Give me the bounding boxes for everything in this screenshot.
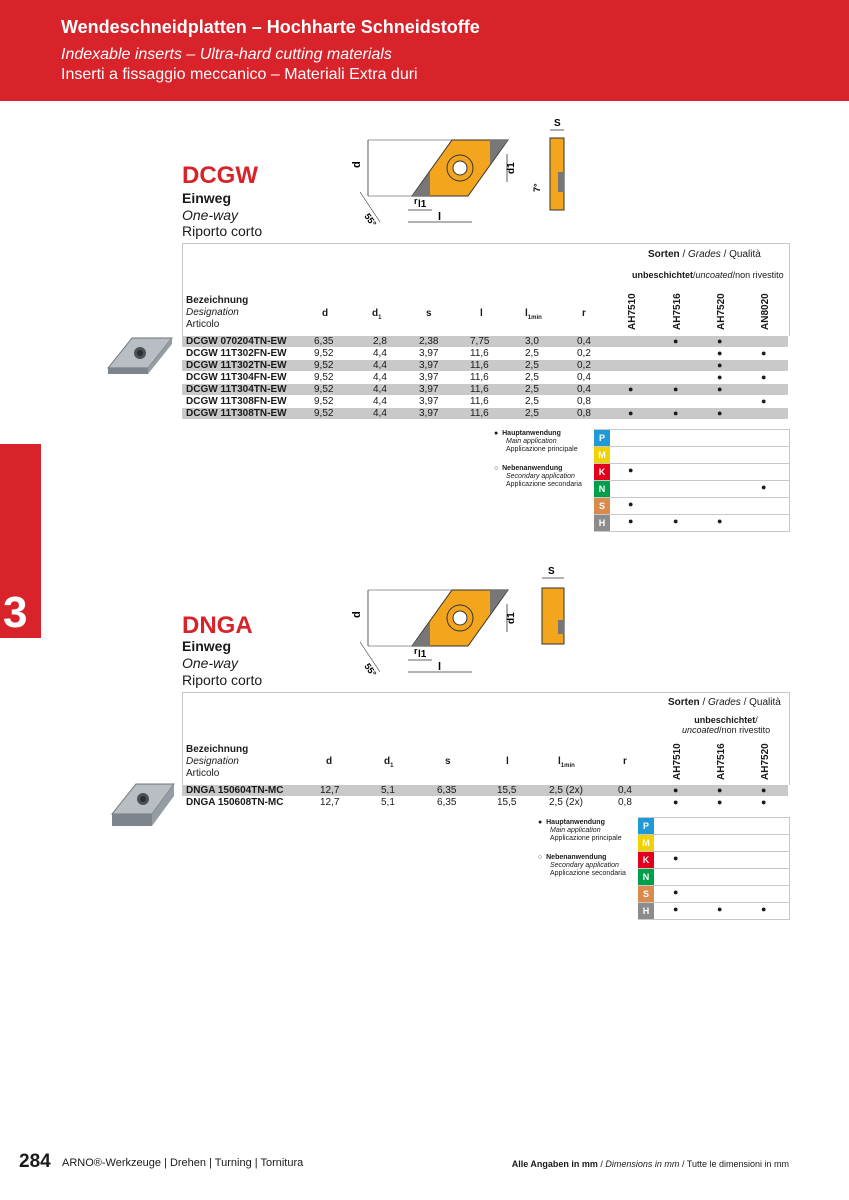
iso-grade-mark: ●: [761, 482, 767, 492]
dnga-col-r: r: [623, 756, 627, 767]
dcgw-technical-drawing: [350, 112, 590, 232]
dnga-col-l: l: [506, 756, 509, 767]
cell-s: 3,97: [419, 384, 439, 395]
iso-letter: S: [594, 498, 610, 514]
cell-s: 2,38: [419, 336, 439, 347]
drawing-l1-label: l1: [418, 199, 427, 210]
iso-grade-mark: ●: [628, 499, 634, 509]
iso-row-s: [638, 886, 789, 903]
drawing-d-label: d: [351, 161, 363, 168]
drawing-clearance-label: 7°: [532, 183, 542, 192]
grade-mark: ●: [673, 384, 679, 394]
dnga-grade-3: AH7520: [760, 743, 771, 780]
drawing-d1-label: d1: [506, 612, 517, 624]
iso-row-h: [594, 515, 789, 532]
grade-mark: ●: [717, 360, 723, 370]
cell-r: 0,2: [577, 348, 591, 359]
table-row: [182, 785, 788, 796]
cell-s: 3,97: [419, 396, 439, 407]
cell-d: 9,52: [314, 408, 334, 419]
legend-main: ● Hauptanwendung: [494, 430, 561, 437]
iso-row-k: [594, 464, 789, 481]
dcgw-title: DCGW: [182, 162, 258, 189]
dnga-uncoated-header: unbeschichtet/ uncoated/non rivestito: [682, 715, 771, 735]
cell-l: 11,6: [470, 360, 489, 371]
chapter-tab[interactable]: [0, 444, 41, 638]
table-row: [182, 384, 788, 395]
cell-designation: DCGW 11T302TN-EW: [186, 360, 287, 371]
table-row: [182, 360, 788, 371]
dcgw-sub-de: Einweg: [182, 190, 232, 206]
grade-mark: ●: [717, 785, 723, 795]
drawing-l-label: l: [438, 661, 442, 673]
cell-r: 0,4: [618, 785, 632, 796]
cell-designation: DNGA 150608TN-MC: [186, 797, 284, 808]
iso-row-n: [594, 481, 789, 498]
cell-d1: 4,4: [373, 360, 387, 371]
dcgw-grade-1: AH7510: [627, 293, 638, 330]
cell-d: 12,7: [320, 785, 340, 796]
cell-designation: DCGW 11T308FN-EW: [186, 396, 287, 407]
cell-l1: 2,5 (2x): [549, 797, 583, 808]
cell-d1: 4,4: [373, 384, 387, 395]
grade-mark: ●: [673, 785, 679, 795]
iso-letter: N: [638, 869, 654, 885]
table-row: [182, 408, 788, 419]
cell-l1: 2,5: [525, 408, 539, 419]
cell-d: 9,52: [314, 360, 334, 371]
cell-l: 11,6: [470, 396, 489, 407]
iso-row-m: [638, 835, 789, 852]
iso-row-n: [638, 869, 789, 886]
cell-l1: 3,0: [525, 336, 539, 347]
iso-letter: H: [638, 903, 654, 919]
dcgw-legend: ● Hauptanwendung Main application Applicazione principale ○ Nebenanwendung Secondary application Applicazione secondaria: [494, 430, 582, 488]
iso-grade-mark: ●: [628, 465, 634, 475]
grade-mark: ●: [717, 384, 723, 394]
grade-mark: ●: [628, 384, 634, 394]
iso-letter: P: [638, 818, 654, 834]
grade-mark: ●: [761, 348, 767, 358]
cell-designation: DCGW 11T304FN-EW: [186, 372, 287, 383]
cell-r: 0,4: [577, 372, 591, 383]
iso-letter: N: [594, 481, 610, 497]
cell-l1: 2,5 (2x): [549, 785, 583, 796]
table-row: [182, 336, 788, 347]
drawing-angle-label: 55°: [362, 661, 379, 679]
iso-letter: P: [594, 430, 610, 446]
grade-mark: ●: [673, 408, 679, 418]
grade-mark: ●: [673, 336, 679, 346]
cell-l: 11,6: [470, 408, 489, 419]
iso-grade-mark: ●: [717, 904, 723, 914]
dnga-technical-drawing: [350, 562, 590, 682]
iso-row-s: [594, 498, 789, 515]
dnga-grade-1: AH7510: [672, 743, 683, 780]
grade-mark: ●: [761, 396, 767, 406]
footer-breadcrumb: ARNO®-Werkzeuge | Drehen | Turning | Tornitura: [62, 1157, 304, 1169]
grade-mark: ●: [717, 336, 723, 346]
iso-grade-mark: ●: [628, 516, 634, 526]
iso-letter: M: [638, 835, 654, 851]
grade-mark: ●: [717, 348, 723, 358]
table-row: [182, 797, 788, 808]
cell-d1: 4,4: [373, 372, 387, 383]
cell-d1: 4,4: [373, 348, 387, 359]
header-title-it: Inserti a fissaggio meccanico – Materiali Extra duri: [61, 66, 418, 83]
grade-mark: ●: [717, 408, 723, 418]
iso-grade-mark: ●: [673, 853, 679, 863]
cell-r: 0,4: [577, 384, 591, 395]
drawing-angle-label: 55°: [362, 211, 379, 229]
grade-mark: ●: [761, 372, 767, 382]
iso-grade-mark: ●: [761, 904, 767, 914]
cell-r: 0,4: [577, 336, 591, 347]
grade-mark: ●: [717, 372, 723, 382]
cell-d: 9,52: [314, 396, 334, 407]
iso-row-m: [594, 447, 789, 464]
cell-l: 15,5: [497, 785, 517, 796]
cell-r: 0,8: [577, 408, 591, 419]
cell-d: 9,52: [314, 348, 334, 359]
cell-l: 7,75: [470, 336, 490, 347]
iso-letter: H: [594, 515, 610, 531]
dnga-designation-header: Bezeichnung Designation Articolo: [186, 744, 249, 779]
table-row: [182, 372, 788, 383]
iso-letter: S: [638, 886, 654, 902]
drawing-d1-label: d1: [506, 162, 517, 174]
dcgw-grades-header: Sorten / Grades / Qualità: [648, 249, 761, 260]
grade-mark: ●: [761, 785, 767, 795]
iso-grade-mark: ●: [673, 904, 679, 914]
dnga-grade-2: AH7516: [716, 743, 727, 780]
cell-d: 9,52: [314, 372, 334, 383]
cell-r: 0,8: [618, 797, 632, 808]
cell-l1: 2,5: [525, 348, 539, 359]
page-header: [0, 0, 849, 101]
dcgw-sub-it: Riporto corto: [182, 223, 263, 239]
dnga-col-s: s: [445, 756, 451, 767]
cell-designation: DNGA 150604TN-MC: [186, 785, 284, 796]
cell-r: 0,8: [577, 396, 591, 407]
cell-l1: 2,5: [525, 360, 539, 371]
header-title-en: Indexable inserts – Ultra-hard cutting materials: [61, 46, 392, 63]
dnga-sub-it: Riporto corto: [182, 672, 263, 688]
drawing-s-label: S: [554, 118, 561, 129]
iso-letter: M: [594, 447, 610, 463]
cell-d: 9,52: [314, 384, 334, 395]
drawing-d-label: d: [351, 611, 363, 618]
cell-l1: 2,5: [525, 372, 539, 383]
cell-designation: DCGW 11T308TN-EW: [186, 408, 287, 419]
cell-d: 12,7: [320, 797, 340, 808]
cell-s: 6,35: [437, 785, 457, 796]
legend-secondary: ○ Nebenanwendung: [538, 854, 607, 861]
dnga-grades-header: Sorten / Grades / Qualità: [668, 697, 781, 708]
dnga-sub-de: Einweg: [182, 638, 232, 654]
dnga-legend: ● Hauptanwendung Main application Applicazione principale ○ Nebenanwendung Secondary application Applicazione secondaria: [538, 819, 626, 877]
dcgw-designation-header: Bezeichnung Designation Articolo: [186, 295, 249, 330]
dcgw-grade-2: AH7516: [672, 293, 683, 330]
cell-s: 3,97: [419, 372, 439, 383]
cell-d1: 5,1: [381, 797, 395, 808]
drawing-l-label: l: [438, 211, 442, 223]
iso-grade-mark: ●: [717, 516, 723, 526]
dnga-col-d: d: [326, 756, 333, 767]
page-number: 284: [19, 1151, 51, 1172]
iso-grade-mark: ●: [673, 516, 679, 526]
dcgw-uncoated-header: unbeschichtet/uncoated/non rivestito: [632, 270, 784, 280]
dcgw-sub-en: One-way: [182, 207, 239, 223]
iso-row-h: [638, 903, 789, 920]
cell-s: 3,97: [419, 360, 439, 371]
dnga-col-l1min: $l_{1min}$: [558, 756, 575, 769]
cell-l1: 2,5: [525, 396, 539, 407]
grade-mark: ●: [628, 408, 634, 418]
dnga-insert-image: [108, 776, 180, 830]
dcgw-col-l1min: $l_{1min}$: [525, 308, 542, 321]
cell-d: 6,35: [314, 336, 334, 347]
cell-r: 0,2: [577, 360, 591, 371]
grade-mark: ●: [717, 797, 723, 807]
drawing-r-label: r: [414, 646, 418, 656]
cell-l: 11,6: [470, 348, 489, 359]
cell-l1: 2,5: [525, 384, 539, 395]
cell-l: 11,6: [470, 384, 489, 395]
cell-d1: 2,8: [373, 336, 387, 347]
table-row: [182, 348, 788, 359]
drawing-l1-label: l1: [418, 649, 427, 660]
cell-l: 11,6: [470, 372, 489, 383]
dnga-sub-en: One-way: [182, 655, 239, 671]
legend-secondary: ○ Nebenanwendung: [494, 465, 563, 472]
footer-units-note: Alle Angaben in mm / Dimensions in mm / Tutte le dimensioni in mm: [511, 1159, 789, 1169]
dcgw-col-r: r: [582, 308, 586, 319]
table-row: [182, 396, 788, 407]
dnga-title: DNGA: [182, 612, 253, 639]
dnga-col-d1: $d_1$: [384, 756, 394, 769]
iso-letter: K: [594, 464, 610, 480]
cell-d1: 4,4: [373, 396, 387, 407]
legend-main: ● Hauptanwendung: [538, 819, 605, 826]
dcgw-grade-3: AH7520: [716, 293, 727, 330]
dcgw-col-s: s: [426, 308, 432, 319]
cell-s: 3,97: [419, 408, 439, 419]
dnga-iso-table: [638, 817, 790, 920]
dcgw-col-d: d: [322, 308, 329, 319]
cell-d1: 5,1: [381, 785, 395, 796]
dcgw-insert-image: [104, 330, 176, 378]
drawing-r-label: r: [414, 196, 418, 206]
cell-designation: DCGW 11T302FN-EW: [186, 348, 287, 359]
dcgw-grade-4: AN8020: [760, 293, 771, 330]
cell-d1: 4,4: [373, 408, 387, 419]
cell-s: 3,97: [419, 348, 439, 359]
dcgw-iso-table: [594, 429, 790, 532]
iso-row-p: [638, 818, 789, 835]
header-title-de: Wendeschneidplatten – Hochharte Schneidstoffe: [61, 17, 480, 37]
iso-grade-mark: ●: [673, 887, 679, 897]
chapter-number: 3: [3, 588, 28, 637]
cell-l: 15,5: [497, 797, 517, 808]
dcgw-col-l: l: [480, 308, 483, 319]
iso-row-p: [594, 430, 789, 447]
cell-designation: DCGW 070204TN-EW: [186, 336, 287, 347]
grade-mark: ●: [673, 797, 679, 807]
grade-mark: ●: [761, 797, 767, 807]
iso-letter: K: [638, 852, 654, 868]
drawing-s-label: S: [548, 566, 555, 577]
iso-row-k: [638, 852, 789, 869]
cell-designation: DCGW 11T304TN-EW: [186, 384, 287, 395]
dcgw-col-d1: $d_1$: [372, 308, 382, 321]
cell-s: 6,35: [437, 797, 457, 808]
